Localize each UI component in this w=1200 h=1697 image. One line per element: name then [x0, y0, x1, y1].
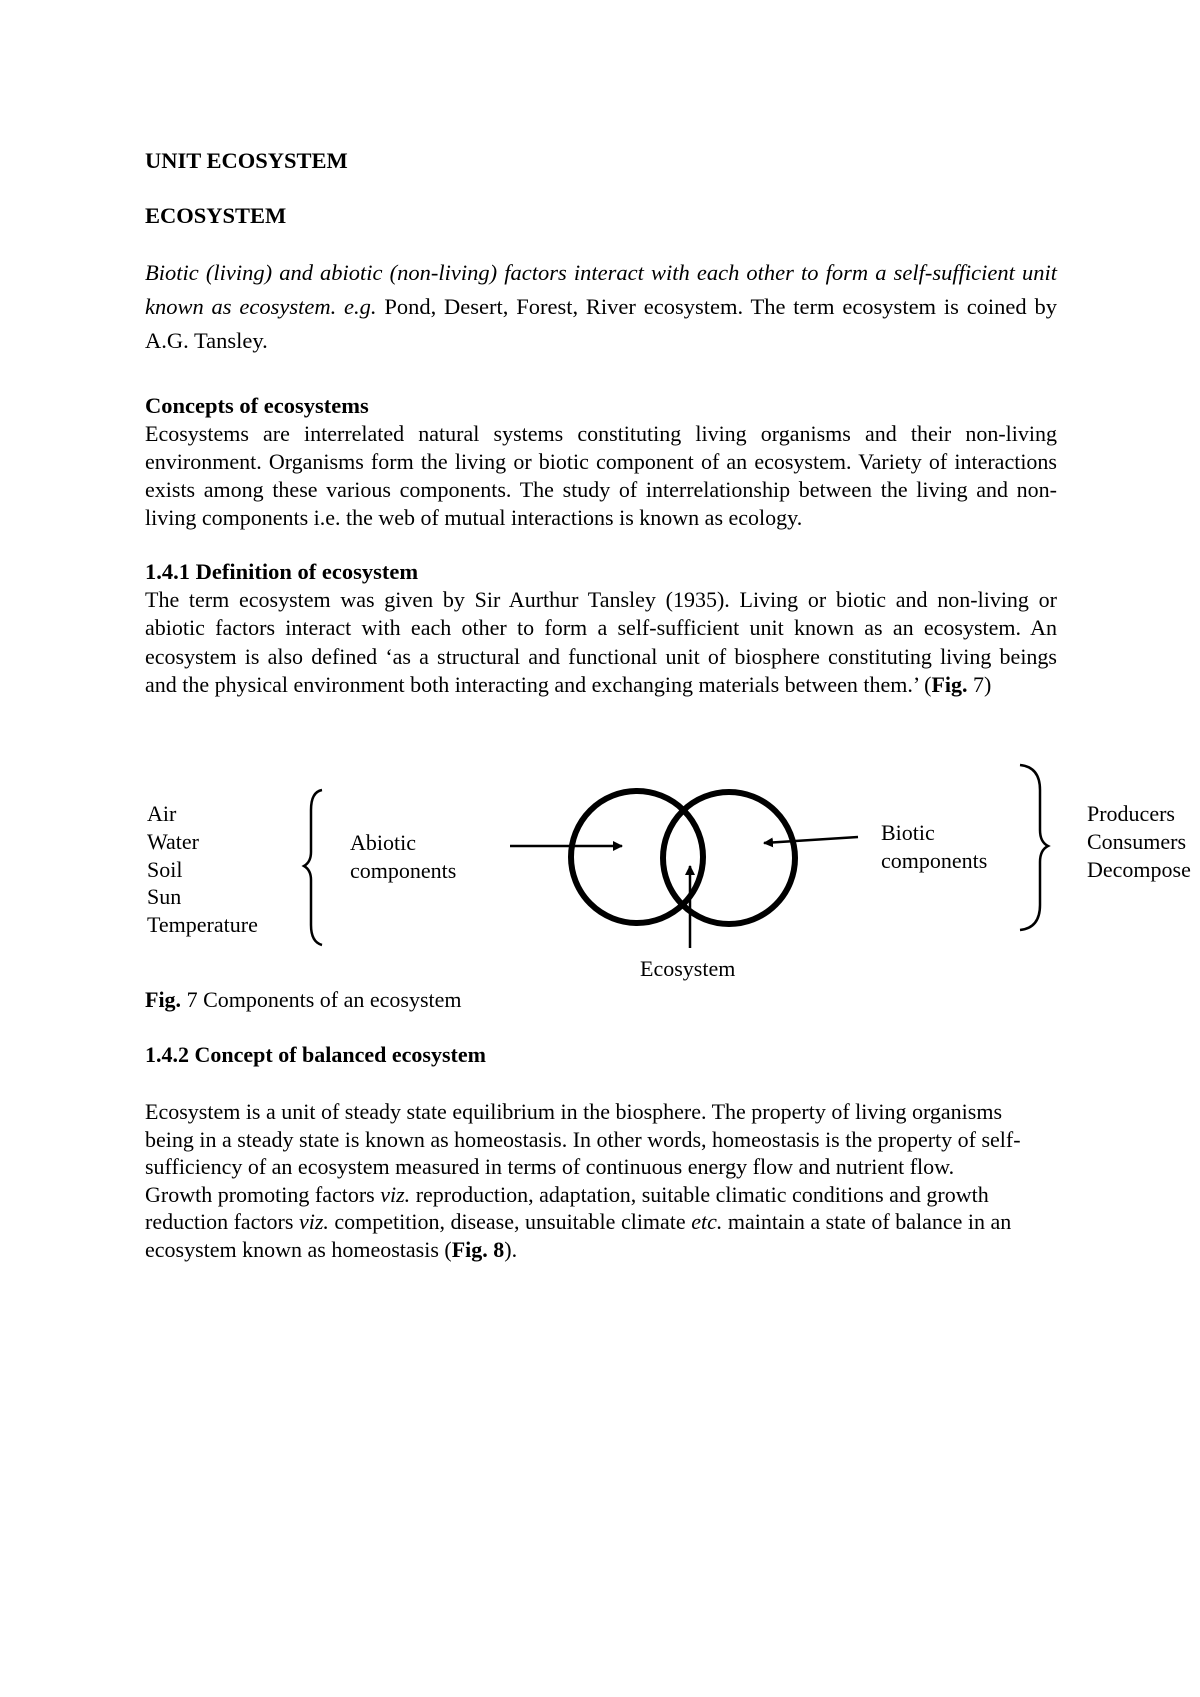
abiotic-item: Air: [147, 801, 177, 826]
abiotic-item: Sun: [147, 884, 182, 910]
abiotic-item: Water: [147, 828, 199, 854]
figure-caption: [145, 987, 1057, 1013]
balanced-ref: Fig. 8: [451, 1236, 505, 1262]
biotic-arrow: [764, 837, 858, 843]
caption-rest: 7 Components of an ecosystem: [181, 987, 462, 1012]
section-heading: ECOSYSTEM: [145, 203, 287, 228]
balanced-paragraph: [145, 1098, 1025, 1263]
biotic-label-line: components: [881, 847, 988, 873]
concepts-paragraph: Ecosystems are interrelated natural systems constituting living organisms and their non-living environment. Organisms form the living or biotic component of an ecosystem. Variety of interactions exists among these various components. The study of interrelationship between the living and non-living components i.e. the web of mutual interactions is known as ecology.: [145, 421, 1057, 530]
balanced-text: maintain a state of balance in an ecosystem known as homeostasis (: [145, 1209, 1012, 1262]
biotic-item: Consumers: [1087, 828, 1186, 854]
balanced-heading: 1.4.2 Concept of balanced ecosystem: [145, 1042, 486, 1067]
right-brace: [1020, 765, 1048, 930]
unit-title: UNIT ECOSYSTEM: [145, 148, 348, 173]
caption-bold: Fig.: [145, 987, 182, 1012]
biotic-circle: [663, 792, 795, 924]
balanced-text: competition, disease, unsuitable climate: [328, 1209, 692, 1234]
left-brace: [304, 790, 322, 945]
biotic-item: Producers: [1087, 801, 1175, 826]
definition-ref-open: (: [924, 672, 932, 698]
abiotic-item: Soil: [147, 856, 183, 882]
balanced-text: Ecosystem is a unit of steady state equilibrium in the biosphere. The property of living organisms being in a steady state is known as homeostasis. In other words, homeostasis is the property of self-sufficiency of an ecosystem measured in terms of continuous energy flow and nutrient flow. Growth promoting factors: [145, 1099, 1021, 1207]
balanced-text: ).: [504, 1236, 518, 1262]
intro-plain: Pond, Desert, Forest, River ecosystem. The term ecosystem is coined by A.G. Tansley.: [145, 294, 1057, 353]
balanced-etc: etc.: [691, 1209, 723, 1234]
balanced-viz: viz.: [298, 1209, 329, 1234]
definition-heading: 1.4.1 Definition of ecosystem: [145, 559, 419, 584]
balanced-viz: viz.: [380, 1181, 411, 1207]
abiotic-label-line: components: [350, 857, 457, 883]
ecosystem-label: Ecosystem: [640, 956, 736, 981]
intro-italic: Biotic (living) and abiotic (non-living) factors interact with each other to form a self-sufficient unit known as ecosystem. e.g.: [145, 260, 1057, 319]
abiotic-item: Temperature: [147, 912, 258, 938]
biotic-label-line: Biotic: [881, 820, 935, 845]
concepts-heading: Concepts of ecosystems: [145, 393, 369, 418]
biotic-item: Decompose: [1087, 856, 1191, 882]
abiotic-label-line: Abiotic: [350, 830, 416, 855]
balanced-text: reproduction, adaptation, suitable climatic conditions and growth reduction factors: [145, 1181, 989, 1234]
definition-ref-bold: Fig.: [931, 672, 968, 698]
definition-ref-rest: 7): [967, 672, 992, 698]
definition-body: The term ecosystem was given by Sir Aurthur Tansley (1935). Living or biotic and non-living or abiotic factors interact with each other to form a self-sufficient unit known as an ecosystem. An ecosystem is also defined ‘as a structural and functional unit of biosphere constituting living beings and the physical environment both interacting and exchanging materials between them.’: [145, 587, 1057, 698]
